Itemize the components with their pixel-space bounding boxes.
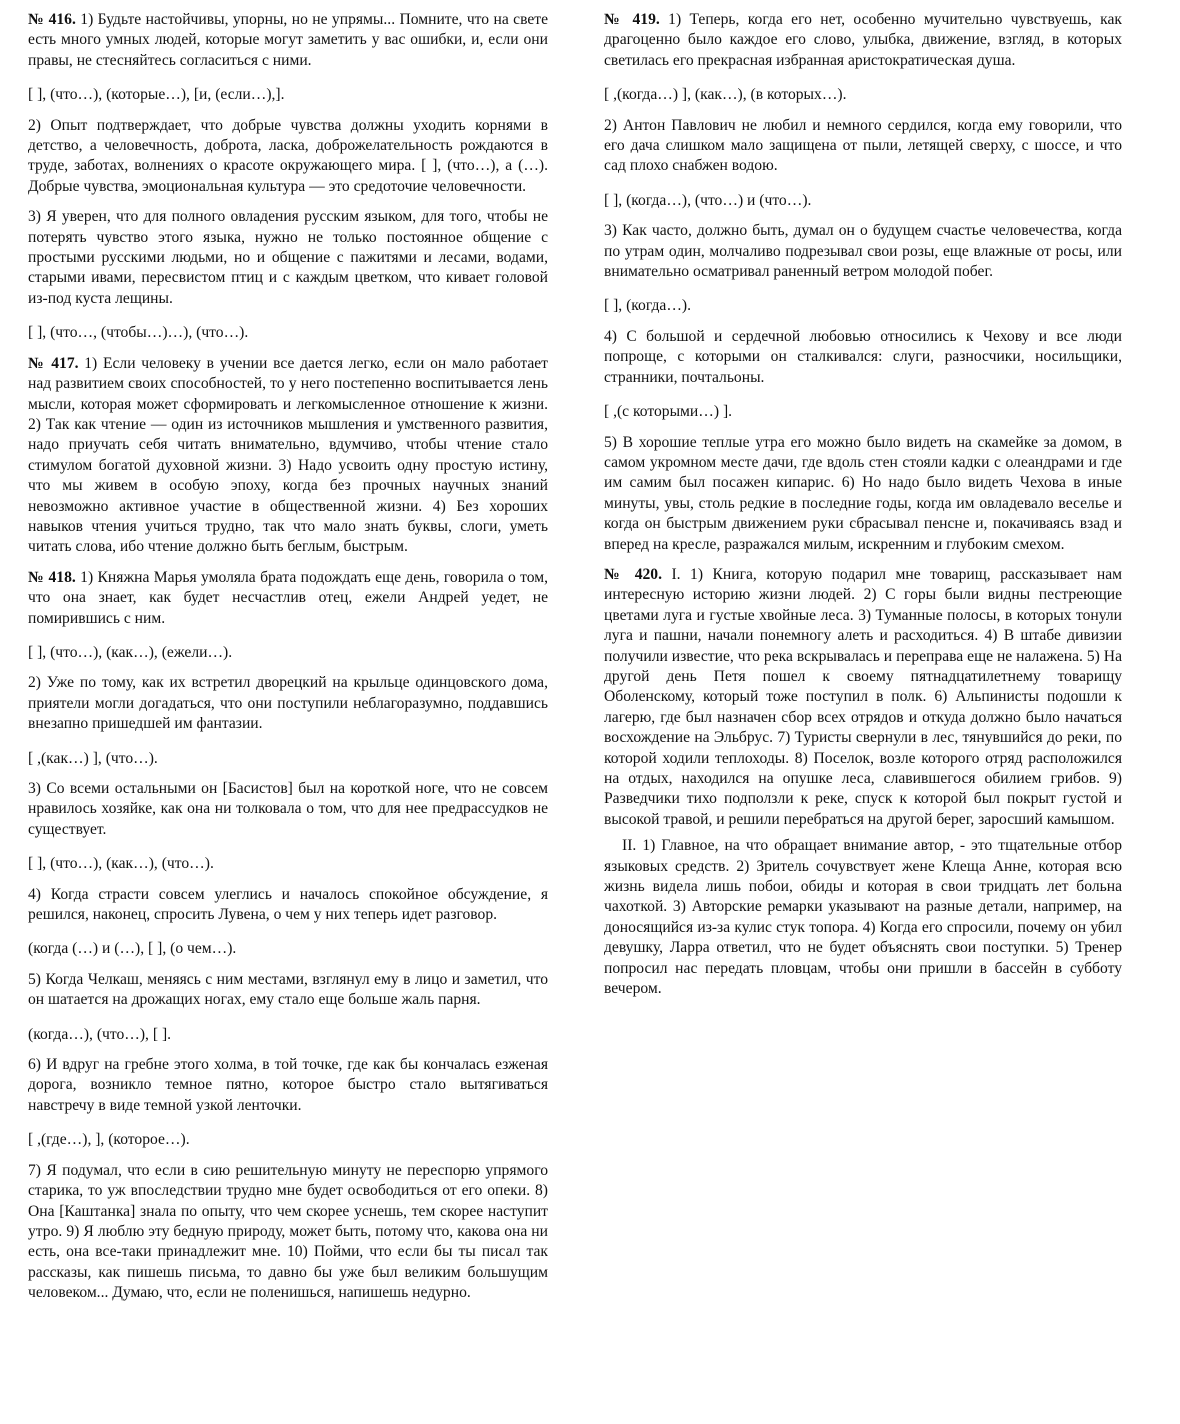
exercise-418-s7: 7) Я подумал, что если в сию решительную минуту не переспорю упрямого старика, то уж впоследствии трудно мне будет освободиться от его опеки. 8) Она [Каштанка] знала по опыту, что чем скорее уснешь, тем скорее наступит утро. 9) Я люблю эту бедную природу, может быть, потому что, какова она ни есть, она все-таки принадлежит мне. 10) Пойми, что если бы ты писал так рассказы, как пишешь письма, то давно бы уже был великим большущим человеком... Думаю, что, если не поленишься, напишешь недурно.: [28, 1161, 548, 1302]
exercise-number: № 416.: [28, 11, 76, 28]
scheme: [ ,(когда…) ], (как…), (в которых…).: [604, 86, 847, 104]
exercise-number: № 418.: [28, 568, 76, 586]
exercise-419-s5: 5) В хорошие теплые утра его можно было видеть на скамейке за домом, в самом укромном месте дачи, где вдоль стен стояли кадки с олеандрами и где им самим был посажен кипарис. 6) Но надо было видеть Чехова в иные минуты, увы, столь редкие в последние годы, когда им овладевало веселье и когда он быстрым движением руки сбрасывал пенсне и, покачиваясь взад и вперед на кресле, разражался милым, искренним и глубоким смехом.: [604, 433, 1122, 553]
exercise-417: [28, 354, 548, 558]
scheme: [ ], (когда…).: [604, 297, 692, 315]
scheme: (когда (…) и (…), [ ], (о чем…).: [28, 940, 237, 958]
exercise-number: № 420.: [604, 565, 662, 583]
exercise-418-s1: [28, 568, 548, 629]
sentence-text: 1) Княжна Марья умоляла брата подождать еще день, говорила о том, что она знает, как будет несчастлив отец, ежели Андрей уедет, не помирившись с ним.: [28, 568, 548, 627]
exercise-number: № 419.: [604, 11, 660, 28]
scheme: [ ], (что…), (которые…), [и, (если…),].: [28, 86, 285, 104]
exercise-420-part2: II. 1) Главное, на что обращает внимание автор, - это тщательные отбор языковых средств. 2) Зритель сочувствует жене Клеща Анне, которая всю жизнь видела лишь побои, обиды и которая в свои тридцать лет больна чахоткой. 3) Авторские ремарки указывают на разные детали, например, на доносящийся из-за кулис стук топора. 4) Когда его спросили, почему он убил девушку, Ларра ответил, что не будет объяснять свои поступки. 5) Тренер попросил нас передать пловцам, чтобы они пришли в бассейн в субботу вечером.: [604, 837, 1122, 998]
scheme: [ ], (что…), (как…), (что…).: [28, 855, 214, 873]
exercise-418-s6: 6) И вдруг на гребне этого холма, в той точке, где как бы кончалась езженая дорога, возникло темное пятно, которое быстро стало вытягиваться навстречу в виде темной узкой ленточки.: [28, 1056, 548, 1114]
exercise-416-s1: [28, 10, 548, 71]
exercise-419-s3: 3) Как часто, должно быть, думал он о будущем счастье человечества, когда по утрам один, молчаливо подрезывал свои розы, еще влажные от росы, или внимательно осматривал раненный ветром молодой побег.: [604, 222, 1122, 281]
exercise-418-s4: 4) Когда страсти совсем улеглись и началось спокойное обсуждение, я решился, наконец, спросить Лувена, о чем у них теперь идет разговор.: [28, 885, 548, 924]
exercise-416-s2: 2) Опыт подтверждает, что добрые чувства должны уходить корнями в детство, а человечность, доброта, ласка, доброжелательность рождаются в труде, заботах, волнениях о красоте окружающего мира. [ ], (что…), а (…). Добрые чувства, эмоциональная культура — это средоточие человечности.: [28, 116, 548, 195]
sentence-text: 1) Теперь, когда его нет, особенно мучительно чувствуешь, как драгоценно было каждое его слово, улыбка, движение, взгляд, в которых светилась его прекрасная избранная аристократическая душа.: [604, 11, 1122, 69]
exercise-418-s5: 5) Когда Челкаш, меняясь с ним местами, взглянул ему в лицо и заметил, что он шатается на дрожащих ногах, ему стало еще больше жаль парня.: [28, 970, 548, 1009]
scheme: [ ,(где…), ], (которое…).: [28, 1131, 190, 1149]
exercise-text: 1) Если человеку в учении все дается легко, если он мало работает над развитием своих способностей, то у него постепенно воспитывается лень мысли, которая может сформировать и легкомысленное отношение к жизни. 2) Так как чтение — один из источников мышления и умственного развития, надо приучать себя читать внимательно, вдумчиво, чтобы чтение стало стимулом богатой духовной жизни. 3) Надо усвоить одну простую истину, что мы живем в особую эпоху, когда без прочных научных знаний невозможно активное участие в общественной жизни. 4) Без хороших навыков чтения учиться трудно, так что мало знать буквы, слоги, уметь читать слова, ибо чтение должно быть беглым, быстрым.: [28, 354, 548, 556]
exercise-418-s2: 2) Уже по тому, как их встретил дворецкий на крыльце одинцовского дома, приятели могли догадаться, что они поступили неблагоразумно, поддавшись внезапно пришедшей им фантазии.: [28, 674, 548, 733]
scheme: [ ], (что…), (как…), (ежели…).: [28, 643, 233, 661]
scheme: [ ,(с которыми…) ].: [604, 403, 733, 421]
scheme: [ ,(как…) ], (что…).: [28, 749, 158, 767]
sentence-text: 1) Будьте настойчивы, упорны, но не упрямы... Помните, что на свете есть много умных людей, которые могут заметить у вас ошибки, и, если они правы, не стесняйтесь согласиться с ними.: [28, 11, 548, 69]
exercise-420-part1: [604, 565, 1122, 830]
exercise-number: № 417.: [28, 354, 79, 372]
scheme: [ ], (что…, (чтобы…)…), (что…).: [28, 324, 249, 342]
exercise-418-s3: 3) Со всеми остальными он [Басистов] был на короткой ноге, что не совсем нравилось хозяйке, как она ни толковала о том, что для нее предрассудков не существует.: [28, 780, 548, 838]
exercise-419-s2: 2) Антон Павлович не любил и немного сердился, когда ему говорили, что его дача слишком мало защищена от пыли, летящей сверху, с шоссе, и что сад плохо снабжен водою.: [604, 116, 1122, 175]
scheme: (когда…), (что…), [ ].: [28, 1025, 172, 1043]
scheme: [ ], (когда…), (что…) и (что…).: [604, 191, 812, 209]
exercise-416-s3: 3) Я уверен, что для полного овладения русским языком, для того, чтобы не потерять чувство этого языка, нужно не только постоянное общение с простыми русскими людьми, но и общение с пажитями и лесами, водами, старыми ивами, пересвистом птиц и с каждым цветком, что кивает головой из-под куста лещины.: [28, 208, 548, 307]
exercise-419-s4: 4) С большой и сердечной любовью относились к Чехову и все люди попроще, с которыми он сталкивался: слуги, разносчики, носильщики, странники, почтальоны.: [604, 327, 1122, 386]
left-column: [28, 10, 548, 1304]
right-column: [604, 10, 1122, 999]
exercise-text: I. 1) Книга, которую подарил мне товарищ, рассказывает нам интересную историю жизни людей. 2) С горы были видны пестреющие цветами луга и густые хвойные леса. 3) Туманные полосы, в которых тонули луга и пашни, начали понемногу алеть и расходиться. 4) В штабе дивизии получили известие, что река вскрывалась и переправа еще не налажена. 5) На другой день Петя пошел к своему пятнадцатилетнему товарищу Оболенскому, который тоже поступил в полк. 6) Альпинисты подошли к лагерю, где был назначен сбор всех отрядов и откуда должно было начаться восхождение на Эльбрус. 7) Туристы свернули в лес, тянувшийся до реки, по которой ходили теплоходы. 8) Поселок, возле которого отряд расположился на отдых, находился на опушке леса, славившегося обилием грибов. 9) Разведчики тихо подползли к реке, спуск к которой был покрыт густой и высокой травой, и решили перебраться на другой берег, заросший камышом.: [604, 565, 1122, 828]
exercise-419-s1: [604, 10, 1122, 71]
